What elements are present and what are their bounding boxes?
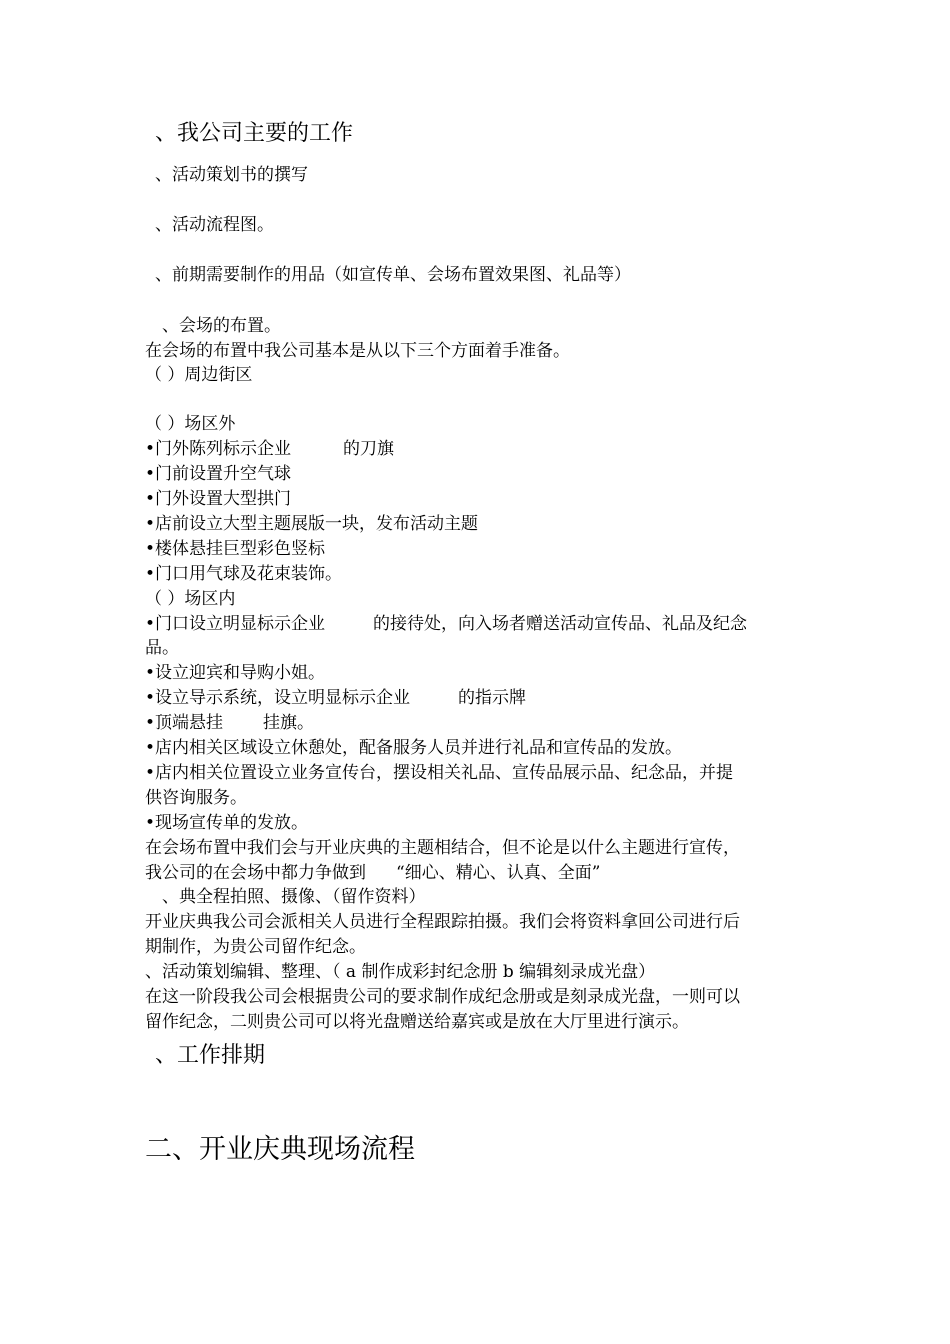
subsection-street: （ ）周边街区 [145, 365, 253, 385]
item-venue-setup: 、会场的布置。 [162, 316, 281, 336]
edit-text-line2: 留作纪念，二则贵公司可以将光盘赠送给嘉宾或是放在大厅里进行演示。 [145, 1012, 689, 1032]
item-editing: 、活动策划编辑、整理、（ a 制作成彩封纪念册 b 编辑刻录成光盘） [145, 962, 656, 982]
inside-bullet-signage [145, 687, 526, 709]
inside-bullet-hanging-flags [145, 712, 314, 734]
inside-bullet-reception-cont: 品。 [145, 638, 179, 658]
outside-bullet-arch: •门外设置大型拱门 [145, 489, 292, 509]
outside-bullet-decoration: •门口用气球及花束装饰。 [145, 564, 343, 584]
edit-text-line1: 在这一阶段我公司会根据贵公司的要求制作成纪念册或是刻录成光盘，一则可以 [145, 987, 740, 1007]
inside-bullet-hanging-end: 挂旗。 [263, 713, 315, 733]
venue-summary-line2 [145, 862, 600, 884]
outside-bullet-board: •店前设立大型主题展版一块，发布活动主题 [145, 514, 479, 534]
section-heading-opening-ceremony: 二、开业庆典现场流程 [145, 1134, 415, 1165]
inside-bullet-signage-end: 的指示牌 [458, 688, 527, 708]
inside-bullet-reception-start: •门口设立明显标示企业 [145, 614, 326, 634]
item-materials: 、前期需要制作的用品（如宣传单、会场布置效果图、礼品等） [155, 265, 631, 285]
inside-bullet-signage-start: •设立导示系统，设立明显标示企业 [145, 688, 411, 708]
outside-bullet-flags-start: •门外陈列标示企业 [145, 439, 292, 459]
subsection-outside: （ ）场区外 [145, 414, 236, 434]
outside-bullet-flags-end: 的刀旗 [343, 439, 395, 459]
venue-summary-line1: 在会场布置中我们会与开业庆典的主题相结合，但不论是以什么主题进行宣传， [145, 838, 740, 858]
inside-bullet-reception [145, 613, 747, 635]
inside-bullet-promo-desk: •店内相关位置设立业务宣传台，摆设相关礼品、宣传品展示品、纪念品，并提 [145, 763, 734, 783]
photo-text-line1: 开业庆典我公司会派相关人员进行全程跟踪拍摄。我们会将资料拿回公司进行后 [145, 912, 740, 932]
item-work-schedule: 、工作排期 [155, 1043, 266, 1068]
venue-intro-paragraph: 在会场的布置中我公司基本是从以下三个方面着手准备。 [145, 341, 570, 361]
item-flow-chart: 、活动流程图。 [155, 215, 274, 235]
inside-bullet-flyers: •现场宣传单的发放。 [145, 813, 309, 833]
outside-bullet-banner: •楼体悬挂巨型彩色竖标 [145, 539, 326, 559]
venue-summary-quote: “细心、精心、认真、全面” [396, 863, 601, 883]
outside-bullet-balloons: •门前设置升空气球 [145, 464, 292, 484]
inside-bullet-promo-desk-cont: 供咨询服务。 [145, 788, 247, 808]
item-photography: 、典全程拍照、摄像、（留作资料） [162, 887, 426, 907]
inside-bullet-rest-area: •店内相关区域设立休憩处，配备服务人员并进行礼品和宣传品的发放。 [145, 738, 683, 758]
inside-bullet-reception-end: 的接待处，向入场者赠送活动宣传品、礼品及纪念 [373, 614, 748, 634]
outside-bullet-flags [145, 438, 394, 460]
inside-bullet-hostess: •设立迎宾和导购小姐。 [145, 663, 326, 683]
subsection-inside: （ ）场区内 [145, 589, 236, 609]
item-plan-writing: 、活动策划书的撰写 [155, 165, 308, 185]
inside-bullet-hanging-start: •顶端悬挂 [145, 713, 224, 733]
section-heading-main-work: 、我公司主要的工作 [155, 121, 354, 146]
venue-summary-start: 我公司的在会场中都力争做到 [145, 863, 366, 883]
photo-text-line2: 期制作，为贵公司留作纪念。 [145, 937, 366, 957]
